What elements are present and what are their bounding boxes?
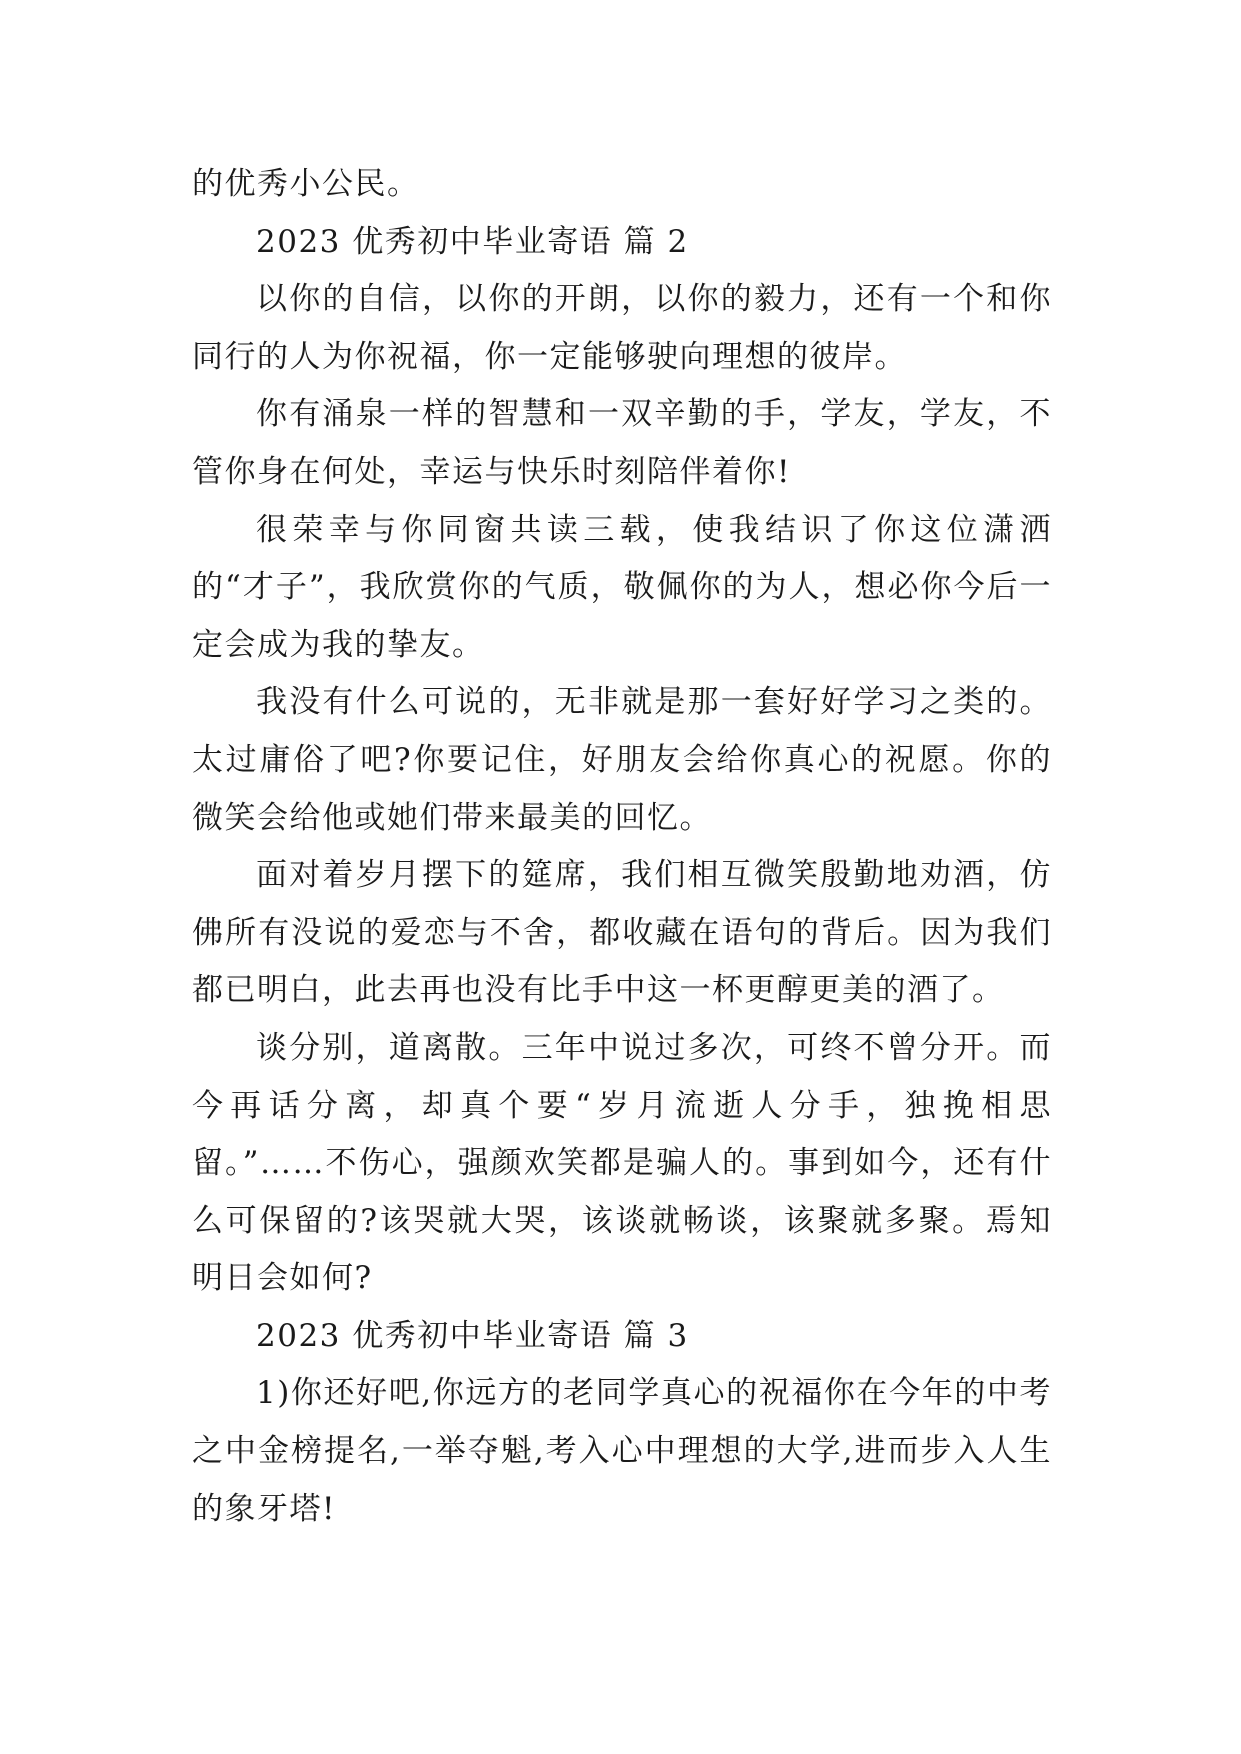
document-body <box>192 156 1052 1538</box>
paragraph: 谈分别，道离散。三年中说过多次，可终不曾分开。而今再话分离，却真个要“岁月流逝人分手，独挽相思留。”……不伤心，强颜欢笑都是骗人的。事到如今，还有什么可保留的?该哭就大哭，该谈就畅谈，该聚就多聚。焉知明日会如何? <box>192 1029 1052 1297</box>
paragraph: 我没有什么可说的，无非就是那一套好好学习之类的。太过庸俗了吧?你要记住，好朋友会给你真心的祝愿。你的微笑会给他或她们带来最美的回忆。 <box>192 684 1052 836</box>
paragraph: 以你的自信，以你的开朗，以你的毅力，还有一个和你同行的人为你祝福，你一定能够驶向理想的彼岸。 <box>192 281 1052 375</box>
section-heading-2: 2023 优秀初中毕业寄语 篇 2 <box>256 223 689 260</box>
paragraph: 你有涌泉一样的智慧和一双辛勤的手，学友，学友，不管你身在何处，幸运与快乐时刻陪伴着你! <box>192 396 1052 490</box>
paragraph: 面对着岁月摆下的筵席，我们相互微笑殷勤地劝酒，仿佛所有没说的爱恋与不舍，都收藏在语句的背后。因为我们都已明白，此去再也没有比手中这一杯更醇更美的酒了。 <box>192 857 1052 1009</box>
section-heading-3: 2023 优秀初中毕业寄语 篇 3 <box>256 1317 689 1354</box>
paragraph-continuation: 的优秀小公民。 <box>192 166 420 202</box>
paragraph: 很荣幸与你同窗共读三载，使我结识了你这位潇洒的“才子”，我欣赏你的气质，敬佩你的为人，想必你今后一定会成为我的挚友。 <box>192 511 1052 663</box>
paragraph: 1)你还好吧,你远方的老同学真心的祝福你在今年的中考之中金榜提名,一举夺魁,考入心中理想的大学,进而步入人生的象牙塔! <box>192 1375 1052 1527</box>
